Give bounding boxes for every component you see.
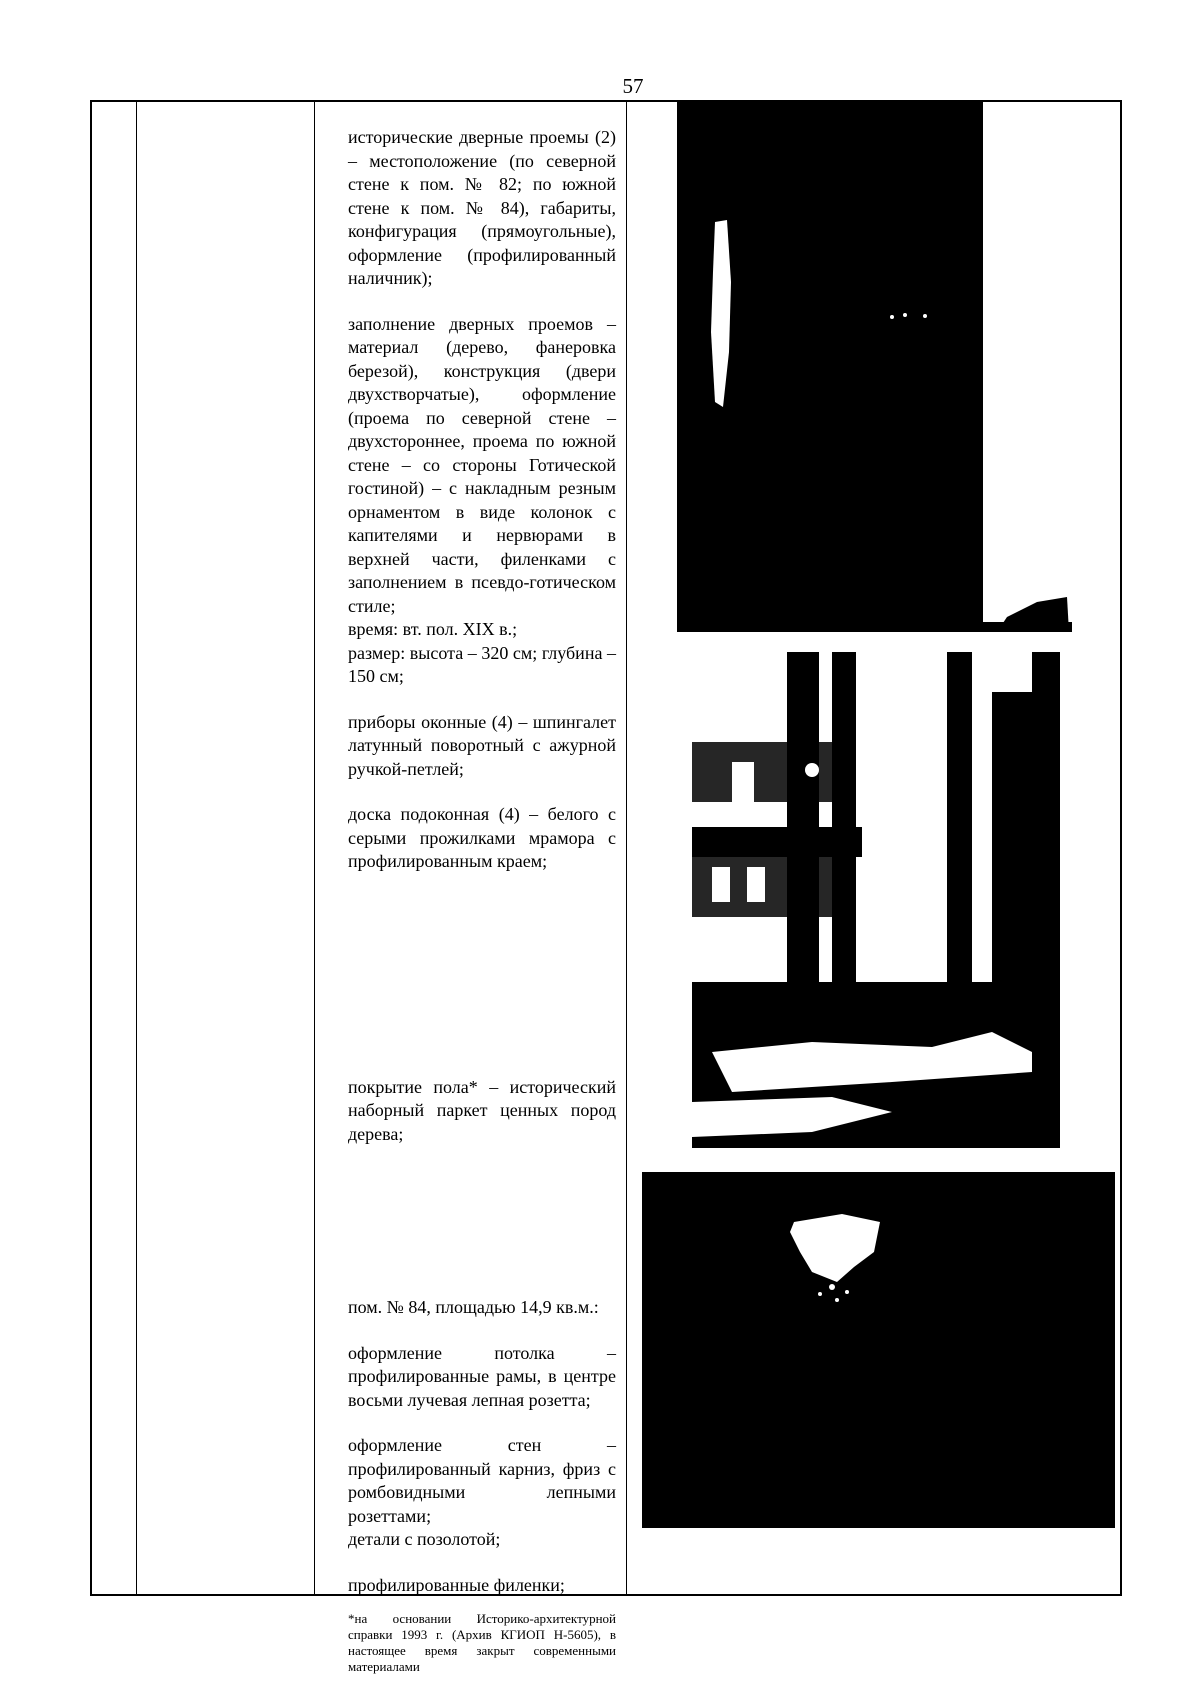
column-divider-2 xyxy=(314,102,315,1594)
description-column xyxy=(328,102,628,1675)
window-photo-graphic xyxy=(692,652,1060,1148)
photo-window xyxy=(692,652,1060,1148)
photo-ceiling xyxy=(642,1172,1115,1528)
paragraph-ceiling: оформление потолка – профилированные рамы, в центре восьми лучевая лепная розетта; xyxy=(348,1342,616,1410)
paragraph-door-fill: заполнение дверных проемов – материал (дерево, фанеровка березой), конструкция (двери двухстворчатые), оформление (проема по северной стене – двухстороннее, проема по южной стене – со стороны Готической гостиной) – с накладным резным орнаментом в виде колонок с капителями и нервюрами в верхней части, филенками с заполнением в псевдо-готическом стиле; xyxy=(348,313,616,616)
paragraph-window-sill: доска подоконная (4) – белого с серыми прожилками мрамора с профилированным краем; xyxy=(348,804,616,871)
ceiling-photo-graphic xyxy=(642,1172,1115,1528)
paragraph-walls: оформление стен – профилированный карниз, фриз с ромбовидными лепными розеттами; xyxy=(348,1435,616,1526)
paragraph-size: размер: высота – 320 см; глубина – 150 см; xyxy=(348,642,616,686)
document-table xyxy=(90,100,1122,1674)
footnote: *на основании Историко-архитектурной справки 1993 г. (Архив КГИОП Н-5605), в настоящее время закрыт современными материалами xyxy=(348,1611,616,1674)
page-number: 57 xyxy=(622,74,644,98)
door-photo-graphic xyxy=(677,102,1072,632)
paragraph-room-84: пом. № 84, площадью 14,9 кв.м.: xyxy=(348,1297,599,1317)
column-divider-1 xyxy=(136,102,137,1594)
paragraph-gilding: детали с позолотой; xyxy=(348,1529,501,1549)
paragraph-door-openings: исторические дверные проемы (2) – местоположение (по северной стене к пом. № 82; по южной стене к пом. № 84), габариты, конфигурация (прямоугольные), оформление (профилированный наличник); xyxy=(348,127,616,288)
paragraph-floor: покрытие пола* – исторический наборный паркет ценных пород дерева; xyxy=(348,1076,616,1144)
photo-door xyxy=(677,102,1072,632)
paragraph-panels: профилированные филенки; xyxy=(348,1574,565,1595)
paragraph-time: время: вт. пол. XIX в.; xyxy=(348,619,518,639)
paragraph-window-devices: приборы оконные (4) – шпингалет латунный поворотный с ажурной ручкой-петлей; xyxy=(348,711,616,779)
